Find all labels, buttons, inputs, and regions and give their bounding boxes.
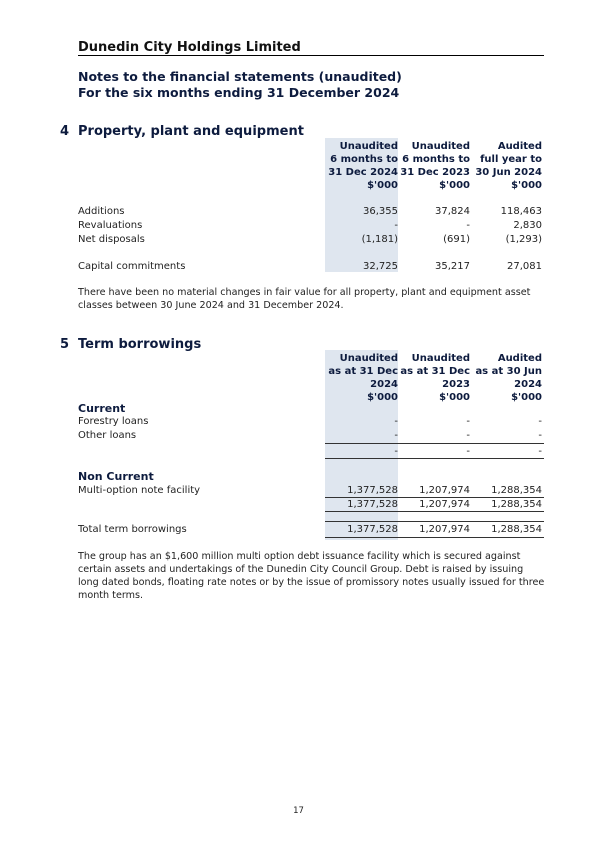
row-label-other-loans: Other loans: [78, 430, 137, 441]
header-rule: [78, 55, 544, 56]
table-cell: (1,181): [361, 234, 398, 245]
table-cell: 1,288,354: [491, 485, 542, 496]
section-title-ppe: Property, plant and equipment: [78, 124, 304, 139]
table-cell: -: [394, 416, 398, 427]
table-cell: -: [466, 446, 470, 457]
table-cell: -: [394, 446, 398, 457]
row-label-revaluations: Revaluations: [78, 220, 143, 231]
company-name: Dunedin City Holdings Limited: [78, 40, 301, 55]
borrowings-note: The group has an $1,600 million multi option debt issuance facility which is secured against certain assets and undertakings of the Dunedin City Council Group. Debt is raised by issuing long dated bonds, floating rate notes or by the issue of promissory notes usually issued for three month terms.: [78, 551, 545, 601]
subtotal-rule-bottom: [325, 458, 544, 459]
borrowings-col-header-1: Unaudited as at 31 Dec 2024 $'000: [328, 353, 398, 403]
row-label-total-term-borrowings: Total term borrowings: [78, 524, 187, 535]
ppe-note: There have been no material changes in fair value for all property, plant and equipment asset classes between 30 June 2024 and 31 December 2024.: [78, 287, 531, 311]
table-cell: -: [538, 416, 542, 427]
table-cell: 1,377,528: [347, 485, 398, 496]
table-cell: 37,824: [435, 206, 470, 217]
borrowings-col-header-2: Unaudited as at 31 Dec 2023 $'000: [400, 353, 470, 403]
total-rule-bottom: [325, 537, 544, 538]
subtotal-rule-top: [325, 443, 544, 444]
section-number-ppe: 4: [60, 124, 70, 139]
table-cell: 118,463: [500, 206, 542, 217]
row-label-additions: Additions: [78, 206, 125, 217]
table-cell: -: [394, 430, 398, 441]
ppe-col-header-1: Unaudited 6 months to 31 Dec 2024 $'000: [328, 141, 398, 191]
table-cell: 1,207,974: [419, 524, 470, 535]
ppe-col-header-2: Unaudited 6 months to 31 Dec 2023 $'000: [400, 141, 470, 191]
table-cell: 27,081: [507, 261, 542, 272]
section-number-borrowings: 5: [60, 337, 70, 352]
subtotal-rule-bottom: [325, 511, 544, 512]
table-cell: -: [394, 220, 398, 231]
subheading-current: Current: [78, 402, 126, 415]
page-title-line-2: For the six months ending 31 December 2024: [78, 85, 400, 100]
row-label-capital-commitments: Capital commitments: [78, 261, 186, 272]
total-rule-top: [325, 521, 544, 522]
row-label-multi-option-note-facility: Multi-option note facility: [78, 485, 201, 496]
table-cell: -: [466, 430, 470, 441]
subtotal-rule-top: [325, 497, 544, 498]
table-cell: (1,293): [505, 234, 542, 245]
table-cell: 1,377,528: [347, 524, 398, 535]
table-cell: 35,217: [435, 261, 470, 272]
subheading-non-current: Non Current: [78, 470, 154, 483]
table-cell: -: [538, 446, 542, 457]
table-cell: -: [466, 416, 470, 427]
page-number: 17: [293, 806, 304, 816]
table-cell: 2,830: [513, 220, 542, 231]
row-label-net-disposals: Net disposals: [78, 234, 145, 245]
table-cell: -: [538, 430, 542, 441]
table-cell: 1,288,354: [491, 524, 542, 535]
table-cell: 1,288,354: [491, 499, 542, 510]
table-cell: 1,207,974: [419, 485, 470, 496]
section-title-borrowings: Term borrowings: [78, 337, 202, 352]
table-cell: -: [466, 220, 470, 231]
row-label-forestry-loans: Forestry loans: [78, 416, 149, 427]
table-cell: 1,377,528: [347, 499, 398, 510]
borrowings-col-header-3: Audited as at 30 Jun 2024 $'000: [475, 353, 542, 403]
table-cell: 32,725: [363, 261, 398, 272]
ppe-col-header-3: Audited full year to 30 Jun 2024 $'000: [475, 141, 542, 191]
table-cell: (691): [443, 234, 470, 245]
table-cell: 1,207,974: [419, 499, 470, 510]
page-title-line-1: Notes to the financial statements (unaudited): [78, 69, 402, 84]
table-cell: 36,355: [363, 206, 398, 217]
